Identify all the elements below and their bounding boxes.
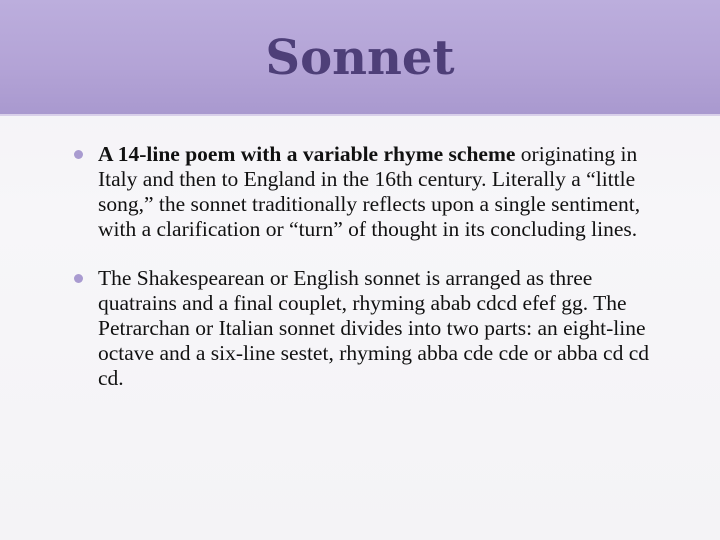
bullet-dot-icon — [74, 274, 83, 283]
bullet-item-2 — [74, 266, 674, 391]
slide-title: Sonnet — [265, 30, 455, 86]
bullet-dot-icon — [74, 150, 83, 159]
bullet-lead-text: A 14-line poem with a variable rhyme scheme — [98, 142, 516, 166]
title-band — [0, 0, 720, 116]
bullet-item-1 — [74, 142, 674, 242]
bullet-text: originating in Italy and then to England in the 16th century. Literally a “little song,” the sonnet traditionally reflects upon a single sentiment, with a clarification or “turn” of thought in its concluding lines. — [98, 142, 641, 241]
bullet-text: The Shakespearean or English sonnet is arranged as three quatrains and a final couplet, rhyming abab cdcd efef gg. The Petrarchan or Italian sonnet divides into two parts: an eight-line octave and a six-line sestet, rhyming abba cde cde or abba cd cd cd. — [98, 266, 650, 390]
slide-content — [74, 142, 674, 415]
